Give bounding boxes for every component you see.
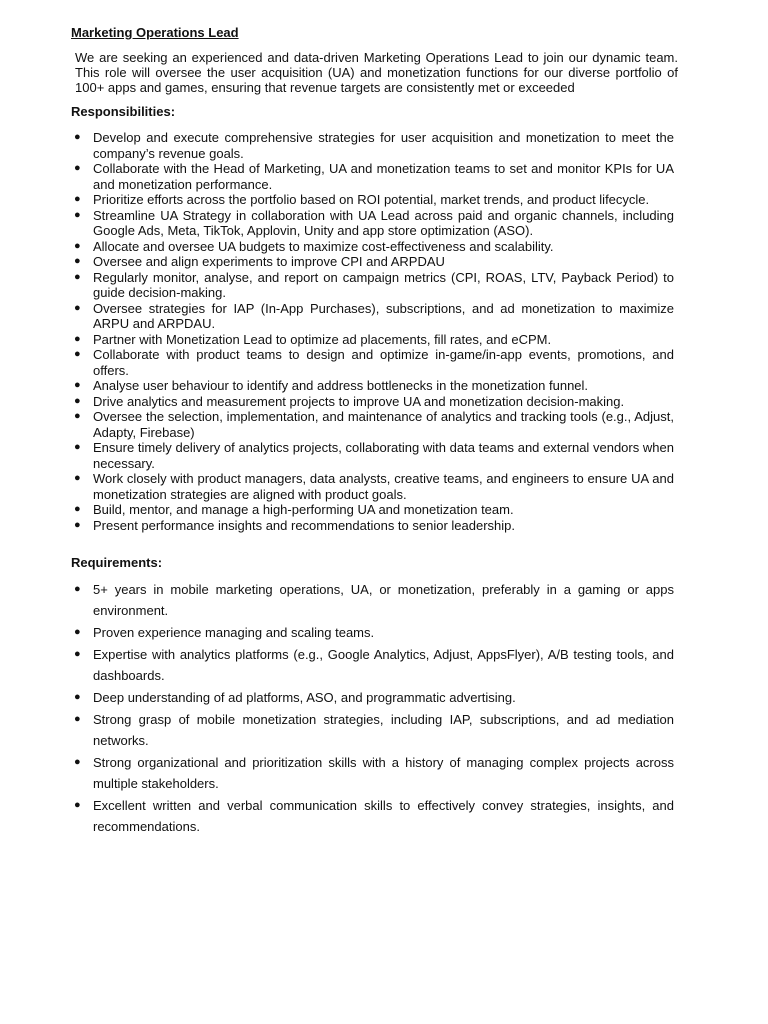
- responsibilities-item: [0, 394, 768, 410]
- bullet-icon: ●: [74, 239, 81, 252]
- bullet-icon: ●: [74, 410, 81, 422]
- intro-paragraph: We are seeking an experienced and data-driven Marketing Operations Lead to join our dynamic team. This role will oversee the user acquisition (UA) and monetization functions for our diverse portfolio of 100+ apps and games, ensuring that revenue targets are consistently met or exceeded: [75, 50, 678, 95]
- responsibilities-item-text: Regularly monitor, analyse, and report on campaign metrics (CPI, ROAS, LTV, Payback Period) to guide decision-making.: [93, 269, 674, 300]
- requirements-heading: Requirements:: [71, 555, 163, 570]
- requirements-item: [0, 752, 768, 794]
- bullet-icon: ●: [74, 301, 81, 314]
- bullet-icon: ●: [74, 472, 81, 484]
- responsibilities-item-text: Streamline UA Strategy in collaboration with UA Lead across paid and organic channels, including Google Ads, Meta, TikTok, Applovin, Unity and app store optimization (ASO).: [93, 207, 674, 238]
- requirements-item-text: Strong organizational and prioritization skills with a history of managing complex projects across multiple stakeholders.: [93, 755, 674, 791]
- bullet-icon: ●: [74, 583, 81, 595]
- responsibilities-item-text: Oversee and align experiments to improve CPI and ARPDAU: [93, 254, 445, 269]
- bullet-icon: ●: [74, 756, 81, 768]
- responsibilities-item-text: Oversee strategies for IAP (In-App Purchases), subscriptions, and ad monetization to maximize ARPU and ARPDAU.: [93, 300, 674, 331]
- responsibilities-item-text: Allocate and oversee UA budgets to maximize cost-effectiveness and scalability.: [93, 238, 554, 254]
- bullet-icon: ●: [74, 713, 81, 725]
- responsibilities-item-text: Develop and execute comprehensive strategies for user acquisition and monetization to meet the company’s revenue goals.: [93, 130, 674, 161]
- responsibilities-list: [0, 130, 768, 533]
- responsibilities-item-text: Work closely with product managers, data analysts, creative teams, and engineers to ensure UA and monetization strategies are aligned with product goals.: [93, 471, 674, 502]
- responsibilities-item: [0, 254, 768, 270]
- responsibilities-item: [0, 161, 768, 192]
- responsibilities-item-text: Drive analytics and measurement projects to improve UA and monetization decision-making.: [93, 393, 625, 409]
- responsibilities-item: [0, 471, 768, 502]
- bullet-icon: ●: [74, 208, 81, 221]
- bullet-icon: ●: [74, 348, 81, 360]
- requirements-list: [0, 579, 768, 838]
- requirements-item-text: Strong grasp of mobile monetization strategies, including IAP, subscriptions, and ad mediation networks.: [93, 712, 674, 748]
- requirements-item-text: 5+ years in mobile marketing operations, UA, or monetization, preferably in a gaming or apps environment.: [93, 582, 674, 618]
- bullet-icon: ●: [74, 441, 81, 453]
- responsibilities-item: [0, 440, 768, 471]
- requirements-item-text: Deep understanding of ad platforms, ASO, and programmatic advertising.: [93, 690, 516, 705]
- bullet-icon: ●: [74, 162, 81, 174]
- bullet-icon: ●: [74, 255, 81, 267]
- requirements-item: [0, 579, 768, 621]
- requirements-item-text: Expertise with analytics platforms (e.g., Google Analytics, Adjust, AppsFlyer), A/B testing tools, and dashboards.: [93, 647, 674, 683]
- requirements-item-text: Excellent written and verbal communication skills to effectively convey strategies, insights, and recommendations.: [93, 798, 674, 834]
- responsibilities-item-text: Ensure timely delivery of analytics projects, collaborating with data teams and external vendors when necessary.: [93, 440, 674, 471]
- requirements-item-text: Proven experience managing and scaling teams.: [93, 625, 375, 640]
- responsibilities-item-text: Collaborate with the Head of Marketing, UA and monetization teams to set and monitor KPIs for UA and monetization performance.: [93, 161, 674, 192]
- responsibilities-item: [0, 239, 768, 255]
- bullet-icon: ●: [74, 193, 81, 205]
- responsibilities-item: [0, 409, 768, 440]
- bullet-icon: ●: [74, 503, 81, 515]
- responsibilities-item: [0, 378, 768, 394]
- requirements-item: [0, 795, 768, 837]
- responsibilities-item-text: Analyse user behaviour to identify and address bottlenecks in the monetization funnel.: [93, 378, 589, 393]
- bullet-icon: ●: [74, 131, 81, 143]
- responsibilities-item-text: Build, mentor, and manage a high-performing UA and monetization team.: [93, 502, 514, 517]
- responsibilities-item: [0, 192, 768, 208]
- requirements-item: [0, 622, 768, 643]
- responsibilities-item: [0, 347, 768, 378]
- bullet-icon: ●: [74, 626, 81, 638]
- responsibilities-item-text: Prioritize efforts across the portfolio based on ROI potential, market trends, and product lifecycle.: [93, 192, 650, 207]
- bullet-icon: ●: [74, 691, 81, 703]
- bullet-icon: ●: [74, 332, 81, 345]
- requirements-item: [0, 644, 768, 686]
- responsibilities-item: [0, 208, 768, 239]
- responsibilities-item: [0, 332, 768, 348]
- bullet-icon: ●: [74, 799, 81, 811]
- bullet-icon: ●: [74, 270, 81, 283]
- responsibilities-item-text: Oversee the selection, implementation, and maintenance of analytics and tracking tools (e.g., Adjust, Adapty, Firebase): [93, 409, 674, 440]
- requirements-item: [0, 709, 768, 751]
- responsibilities-item: [0, 301, 768, 332]
- responsibilities-item-text: Collaborate with product teams to design and optimize in-game/in-app events, promotions, and offers.: [93, 347, 674, 378]
- bullet-icon: ●: [74, 648, 81, 660]
- bullet-icon: ●: [74, 379, 81, 391]
- bullet-icon: ●: [74, 394, 81, 407]
- responsibilities-item-text: Present performance insights and recommendations to senior leadership.: [93, 517, 516, 533]
- responsibilities-item-text: Partner with Monetization Lead to optimize ad placements, fill rates, and eCPM.: [93, 331, 552, 347]
- responsibilities-heading: Responsibilities:: [71, 104, 176, 119]
- document-title: Marketing Operations Lead: [71, 25, 239, 40]
- responsibilities-item: [0, 130, 768, 161]
- responsibilities-item: [0, 518, 768, 534]
- bullet-icon: ●: [74, 518, 81, 531]
- responsibilities-item: [0, 502, 768, 518]
- responsibilities-item: [0, 270, 768, 301]
- requirements-item: [0, 687, 768, 708]
